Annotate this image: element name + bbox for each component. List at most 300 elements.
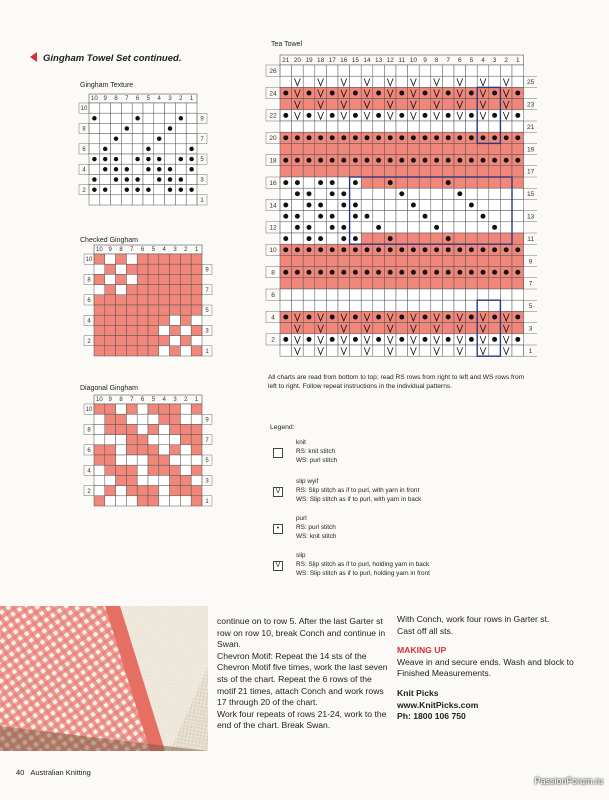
purl-dot — [341, 225, 346, 230]
stitch-cell — [143, 113, 154, 123]
stitch-cell — [126, 274, 137, 284]
stitch-cell — [137, 254, 148, 264]
stitch-cell — [137, 465, 148, 475]
row-label: 2 — [271, 336, 275, 344]
purl-dot — [330, 113, 335, 118]
stitch-cell — [191, 496, 202, 506]
purl-dot — [353, 247, 358, 252]
purl-dot — [504, 158, 509, 163]
stitch-cell — [384, 199, 396, 210]
purl-dot — [330, 135, 335, 140]
stitch-cell — [466, 177, 478, 188]
stitch-cell — [137, 336, 148, 346]
stitch-cell — [180, 414, 191, 424]
stitch-cell — [159, 315, 170, 325]
stitch-cell — [477, 121, 489, 132]
row-label: 6 — [271, 291, 275, 299]
stitch-cell — [489, 188, 501, 199]
stitch-cell — [466, 289, 478, 300]
purl-dot — [341, 247, 346, 252]
purl-dot — [168, 126, 172, 130]
stitch-cell — [105, 325, 116, 335]
row-label: 9 — [200, 116, 204, 123]
stitch-cell — [148, 274, 159, 284]
section-heading — [30, 52, 181, 64]
column-label: 16 — [340, 57, 348, 64]
purl-dot — [307, 315, 312, 320]
purl-dot — [318, 236, 323, 241]
stitch-cell — [132, 123, 143, 133]
purl-dot — [469, 203, 474, 208]
stitch-cell — [373, 65, 385, 76]
stitch-cell — [361, 177, 373, 188]
stitch-cell — [408, 211, 420, 222]
stitch-cell — [489, 177, 501, 188]
stitch-cell — [384, 300, 396, 311]
stitch-cell — [170, 424, 181, 434]
stitch-cell — [89, 123, 100, 133]
stitch-cell — [94, 254, 105, 264]
column-label: 10 — [91, 96, 98, 102]
stitch-cell — [512, 300, 524, 311]
stitch-cell — [454, 300, 466, 311]
stitch-cell — [191, 435, 202, 445]
stitch-cell — [170, 254, 181, 264]
purl-dot — [388, 158, 393, 163]
stitch-cell — [431, 177, 443, 188]
purl-dot — [307, 203, 312, 208]
stitch-cell — [431, 233, 443, 244]
stitch-cell — [180, 424, 191, 434]
purl-dot — [125, 177, 129, 181]
stitch-cell — [500, 233, 512, 244]
stitch-cell — [159, 424, 170, 434]
purl-dot — [283, 203, 288, 208]
stitch-cell — [512, 255, 524, 266]
tea-towel-chart — [262, 52, 537, 364]
column-label: 7 — [130, 247, 134, 253]
stitch-cell — [94, 445, 105, 455]
column-label: 3 — [492, 57, 497, 64]
stitch-cell — [105, 336, 116, 346]
column-label: 21 — [282, 57, 290, 64]
column-label: 4 — [481, 57, 485, 64]
stitch-cell — [350, 255, 362, 266]
purl-dot — [515, 91, 520, 96]
stitch-cell — [132, 103, 143, 113]
purl-dot — [125, 167, 129, 171]
stitch-cell — [180, 254, 191, 264]
purl-dot — [341, 191, 346, 196]
purl-dot — [318, 270, 323, 275]
stitch-cell — [454, 177, 466, 188]
stitch-cell — [338, 300, 350, 311]
stitch-cell — [159, 285, 170, 295]
stitch-cell — [408, 188, 420, 199]
purl-dot — [295, 158, 300, 163]
brand-name: Knit Picks — [397, 687, 439, 698]
stitch-cell — [165, 144, 176, 154]
stitch-cell — [477, 166, 489, 177]
stitch-cell — [419, 99, 431, 110]
purl-dot — [446, 180, 451, 185]
purl-dot — [492, 91, 497, 96]
row-label: 7 — [528, 280, 533, 288]
stitch-cell — [292, 121, 304, 132]
stitch-cell — [116, 264, 127, 274]
stitch-cell — [126, 305, 137, 315]
stitch-cell — [512, 211, 524, 222]
stitch-cell — [132, 195, 143, 205]
stitch-cell — [180, 404, 191, 414]
purl-dot — [446, 236, 451, 241]
stitch-cell — [170, 435, 181, 445]
stitch-cell — [373, 300, 385, 311]
stitch-cell — [442, 222, 454, 233]
stitch-cell — [384, 188, 396, 199]
stitch-cell — [442, 278, 454, 289]
purl-dot — [295, 225, 300, 230]
stitch-cell — [350, 76, 362, 87]
stitch-cell — [431, 300, 443, 311]
stitch-cell — [408, 233, 420, 244]
stitch-cell — [500, 199, 512, 210]
purl-dot — [92, 187, 96, 191]
stitch-cell — [121, 113, 132, 123]
stitch-cell — [489, 233, 501, 244]
triangle-marker-icon — [30, 52, 37, 62]
column-label: 5 — [146, 96, 151, 102]
stitch-cell — [165, 134, 176, 144]
stitch-cell — [373, 166, 385, 177]
purl-dot — [353, 270, 358, 275]
stitch-cell — [384, 65, 396, 76]
purl-dot — [423, 270, 428, 275]
purl-dot — [481, 247, 486, 252]
purl-dot — [307, 113, 312, 118]
stitch-cell — [280, 222, 292, 233]
section-heading-text: Gingham Towel Set continued. — [43, 53, 182, 64]
column-label: 6 — [140, 247, 145, 253]
legend-item-purl — [273, 514, 513, 544]
purl-dot — [434, 135, 439, 140]
stitch-cell — [121, 154, 132, 164]
column-label: 2 — [184, 247, 188, 253]
purl-dot — [492, 315, 497, 320]
purl-dot — [318, 214, 323, 219]
purl-dot — [399, 135, 404, 140]
stitch-cell — [191, 455, 202, 465]
stitch-cell — [512, 65, 524, 76]
stitch-cell — [292, 166, 304, 177]
purl-dot — [92, 116, 96, 120]
stitch-cell — [419, 278, 431, 289]
gingham-texture-title: Gingham Texture — [80, 82, 134, 89]
purl-dot — [365, 158, 370, 163]
stitch-cell — [94, 305, 105, 315]
stitch-cell — [489, 278, 501, 289]
purl-dot — [179, 177, 183, 181]
stitch-cell — [126, 404, 137, 414]
purl-dot — [189, 167, 193, 171]
stitch-cell — [408, 255, 420, 266]
stitch-cell — [175, 144, 186, 154]
stitch-cell — [180, 486, 191, 496]
purl-dot — [146, 157, 150, 161]
stitch-cell — [431, 199, 443, 210]
stitch-cell — [159, 295, 170, 305]
stitch-cell — [431, 143, 443, 154]
stitch-cell — [338, 65, 350, 76]
stitch-cell — [500, 177, 512, 188]
purl-dot — [399, 270, 404, 275]
stitch-cell — [132, 164, 143, 174]
stitch-cell — [303, 345, 315, 356]
purl-dot — [283, 247, 288, 252]
stitch-cell — [466, 323, 478, 334]
purl-dot — [481, 158, 486, 163]
stitch-cell — [280, 278, 292, 289]
stitch-cell — [512, 323, 524, 334]
row-label: 13 — [526, 213, 535, 221]
purl-dot — [295, 214, 300, 219]
stitch-cell — [143, 174, 154, 184]
stitch-cell — [338, 278, 350, 289]
purl-dot — [146, 167, 150, 171]
stitch-cell — [280, 143, 292, 154]
stitch-cell — [442, 143, 454, 154]
magazine-name: Australian Knitting — [30, 768, 91, 777]
column-label: 13 — [374, 57, 383, 64]
page-footer — [16, 768, 91, 777]
stitch-cell — [132, 144, 143, 154]
stitch-cell — [489, 323, 501, 334]
legend-item-slip-wyif — [273, 477, 513, 507]
stitch-cell — [89, 134, 100, 144]
purl-dot — [376, 315, 381, 320]
purl-dot — [353, 337, 358, 342]
purl-dot — [376, 225, 381, 230]
stitch-cell — [137, 315, 148, 325]
purl-dot — [457, 135, 462, 140]
stitch-cell — [116, 486, 127, 496]
stitch-cell — [419, 345, 431, 356]
stitch-cell — [111, 185, 122, 195]
purl-dot — [307, 191, 312, 196]
stitch-cell — [384, 222, 396, 233]
stitch-cell — [303, 76, 315, 87]
stitch-cell — [396, 199, 408, 210]
stitch-cell — [148, 475, 159, 485]
stitch-cell — [111, 144, 122, 154]
stitch-cell — [396, 65, 408, 76]
legend-slip-wyif-rs: RS: Slip stitch as if to purl, with yarn in front — [296, 487, 420, 494]
stitch-cell — [396, 323, 408, 334]
purl-dot — [283, 180, 288, 185]
stitch-cell — [137, 285, 148, 295]
stitch-cell — [105, 496, 116, 506]
purl-dot — [135, 187, 139, 191]
purl-dot — [146, 187, 150, 191]
column-label: 2 — [184, 397, 188, 403]
purl-dot — [446, 91, 451, 96]
stitch-cell — [489, 255, 501, 266]
stitch-cell — [94, 336, 105, 346]
stitch-cell — [94, 455, 105, 465]
purl-dot — [307, 247, 312, 252]
purl-dot — [492, 113, 497, 118]
stitch-cell — [303, 65, 315, 76]
slip-symbol-icon: V — [273, 561, 283, 571]
stitch-cell — [442, 76, 454, 87]
purl-dot — [399, 158, 404, 163]
stitch-cell — [191, 486, 202, 496]
purl-dot — [515, 270, 520, 275]
purl-dot — [376, 270, 381, 275]
stitch-cell — [159, 346, 170, 356]
purl-dot — [481, 270, 486, 275]
stitch-cell — [180, 315, 191, 325]
column-label: 8 — [119, 247, 123, 253]
instructions-paragraph: With Conch, work four rows in Garter st. — [397, 614, 550, 624]
stitch-cell — [408, 278, 420, 289]
stitch-cell — [180, 445, 191, 455]
purl-dot — [330, 158, 335, 163]
stitch-cell — [105, 346, 116, 356]
purl-dot — [341, 270, 346, 275]
column-label: 15 — [351, 57, 360, 64]
stitch-cell — [489, 199, 501, 210]
stitch-cell — [94, 274, 105, 284]
stitch-cell — [154, 123, 165, 133]
stitch-cell — [126, 285, 137, 295]
purl-dot — [168, 187, 172, 191]
stitch-cell — [350, 345, 362, 356]
purl-dot — [157, 177, 161, 181]
stitch-cell — [159, 325, 170, 335]
row-label: 2 — [87, 488, 91, 495]
purl-dot — [423, 158, 428, 163]
row-label: 3 — [200, 177, 204, 184]
stitch-cell — [326, 99, 338, 110]
stitch-cell — [186, 123, 197, 133]
stitch-cell — [137, 475, 148, 485]
diagonal-gingham-chart — [74, 394, 224, 510]
stitch-cell — [170, 465, 181, 475]
row-label: 26 — [269, 67, 277, 75]
column-label: 1 — [515, 57, 520, 64]
legend-purl-rs: RS: purl stitch — [296, 524, 336, 531]
purl-dot — [515, 135, 520, 140]
towel-photo — [0, 606, 208, 751]
stitch-cell — [165, 113, 176, 123]
stitch-cell — [489, 211, 501, 222]
stitch-cell — [361, 166, 373, 177]
purl-dot — [423, 214, 428, 219]
stitch-cell — [442, 345, 454, 356]
stitch-cell — [175, 134, 186, 144]
purl-dot — [515, 247, 520, 252]
purl-dot — [114, 167, 118, 171]
stitch-cell — [170, 486, 181, 496]
stitch-cell — [126, 414, 137, 424]
purl-dot — [376, 135, 381, 140]
making-up-text: Weave in and secure ends. Wash and block to Finished Measurements. — [397, 656, 574, 679]
page-number: 40 — [16, 768, 25, 777]
stitch-cell — [105, 404, 116, 414]
stitch-cell — [396, 345, 408, 356]
row-label: 17 — [526, 168, 535, 176]
purl-dot — [353, 236, 358, 241]
checked-gingham-title: Checked Gingham — [80, 237, 138, 244]
purl-dot — [179, 187, 183, 191]
stitch-cell — [180, 336, 191, 346]
stitch-cell — [477, 65, 489, 76]
purl-dot — [365, 270, 370, 275]
stitch-cell — [408, 166, 420, 177]
purl-dot — [388, 135, 393, 140]
purl-dot — [399, 91, 404, 96]
purl-dot — [376, 337, 381, 342]
stitch-cell — [466, 65, 478, 76]
stitch-cell — [100, 174, 111, 184]
stitch-cell — [419, 289, 431, 300]
stitch-cell — [186, 134, 197, 144]
purl-dot — [423, 135, 428, 140]
purl-dot — [330, 91, 335, 96]
brand-website[interactable]: www.KnitPicks.com — [397, 699, 479, 710]
row-label: 6 — [82, 147, 86, 153]
stitch-cell — [466, 99, 478, 110]
stitch-cell — [512, 143, 524, 154]
stitch-cell — [180, 325, 191, 335]
stitch-cell — [477, 300, 489, 311]
row-label: 25 — [526, 79, 535, 87]
stitch-cell — [154, 103, 165, 113]
stitch-cell — [338, 289, 350, 300]
stitch-cell — [180, 274, 191, 284]
legend-slip-wyif-name: slip wyif — [296, 478, 319, 485]
stitch-cell — [143, 123, 154, 133]
stitch-cell — [137, 274, 148, 284]
stitch-cell — [116, 305, 127, 315]
purl-dot — [283, 135, 288, 140]
purl-dot — [492, 270, 497, 275]
stitch-cell — [500, 188, 512, 199]
purl-dot — [492, 225, 497, 230]
purl-dot — [341, 236, 346, 241]
stitch-cell — [148, 465, 159, 475]
row-label: 10 — [80, 106, 88, 113]
stitch-cell — [191, 264, 202, 274]
stitch-cell — [477, 233, 489, 244]
stitch-cell — [396, 143, 408, 154]
stitch-cell — [116, 455, 127, 465]
instructions-paragraph: Cast off all sts. — [397, 625, 454, 636]
stitch-cell — [137, 305, 148, 315]
row-label: 5 — [205, 458, 209, 465]
stitch-cell — [361, 65, 373, 76]
stitch-cell — [137, 404, 148, 414]
stitch-cell — [292, 199, 304, 210]
stitch-cell — [373, 289, 385, 300]
stitch-cell — [105, 264, 116, 274]
stitch-cell — [408, 177, 420, 188]
stitch-cell — [338, 177, 350, 188]
purl-dot — [388, 270, 393, 275]
stitch-cell — [126, 455, 137, 465]
stitch-cell — [477, 278, 489, 289]
